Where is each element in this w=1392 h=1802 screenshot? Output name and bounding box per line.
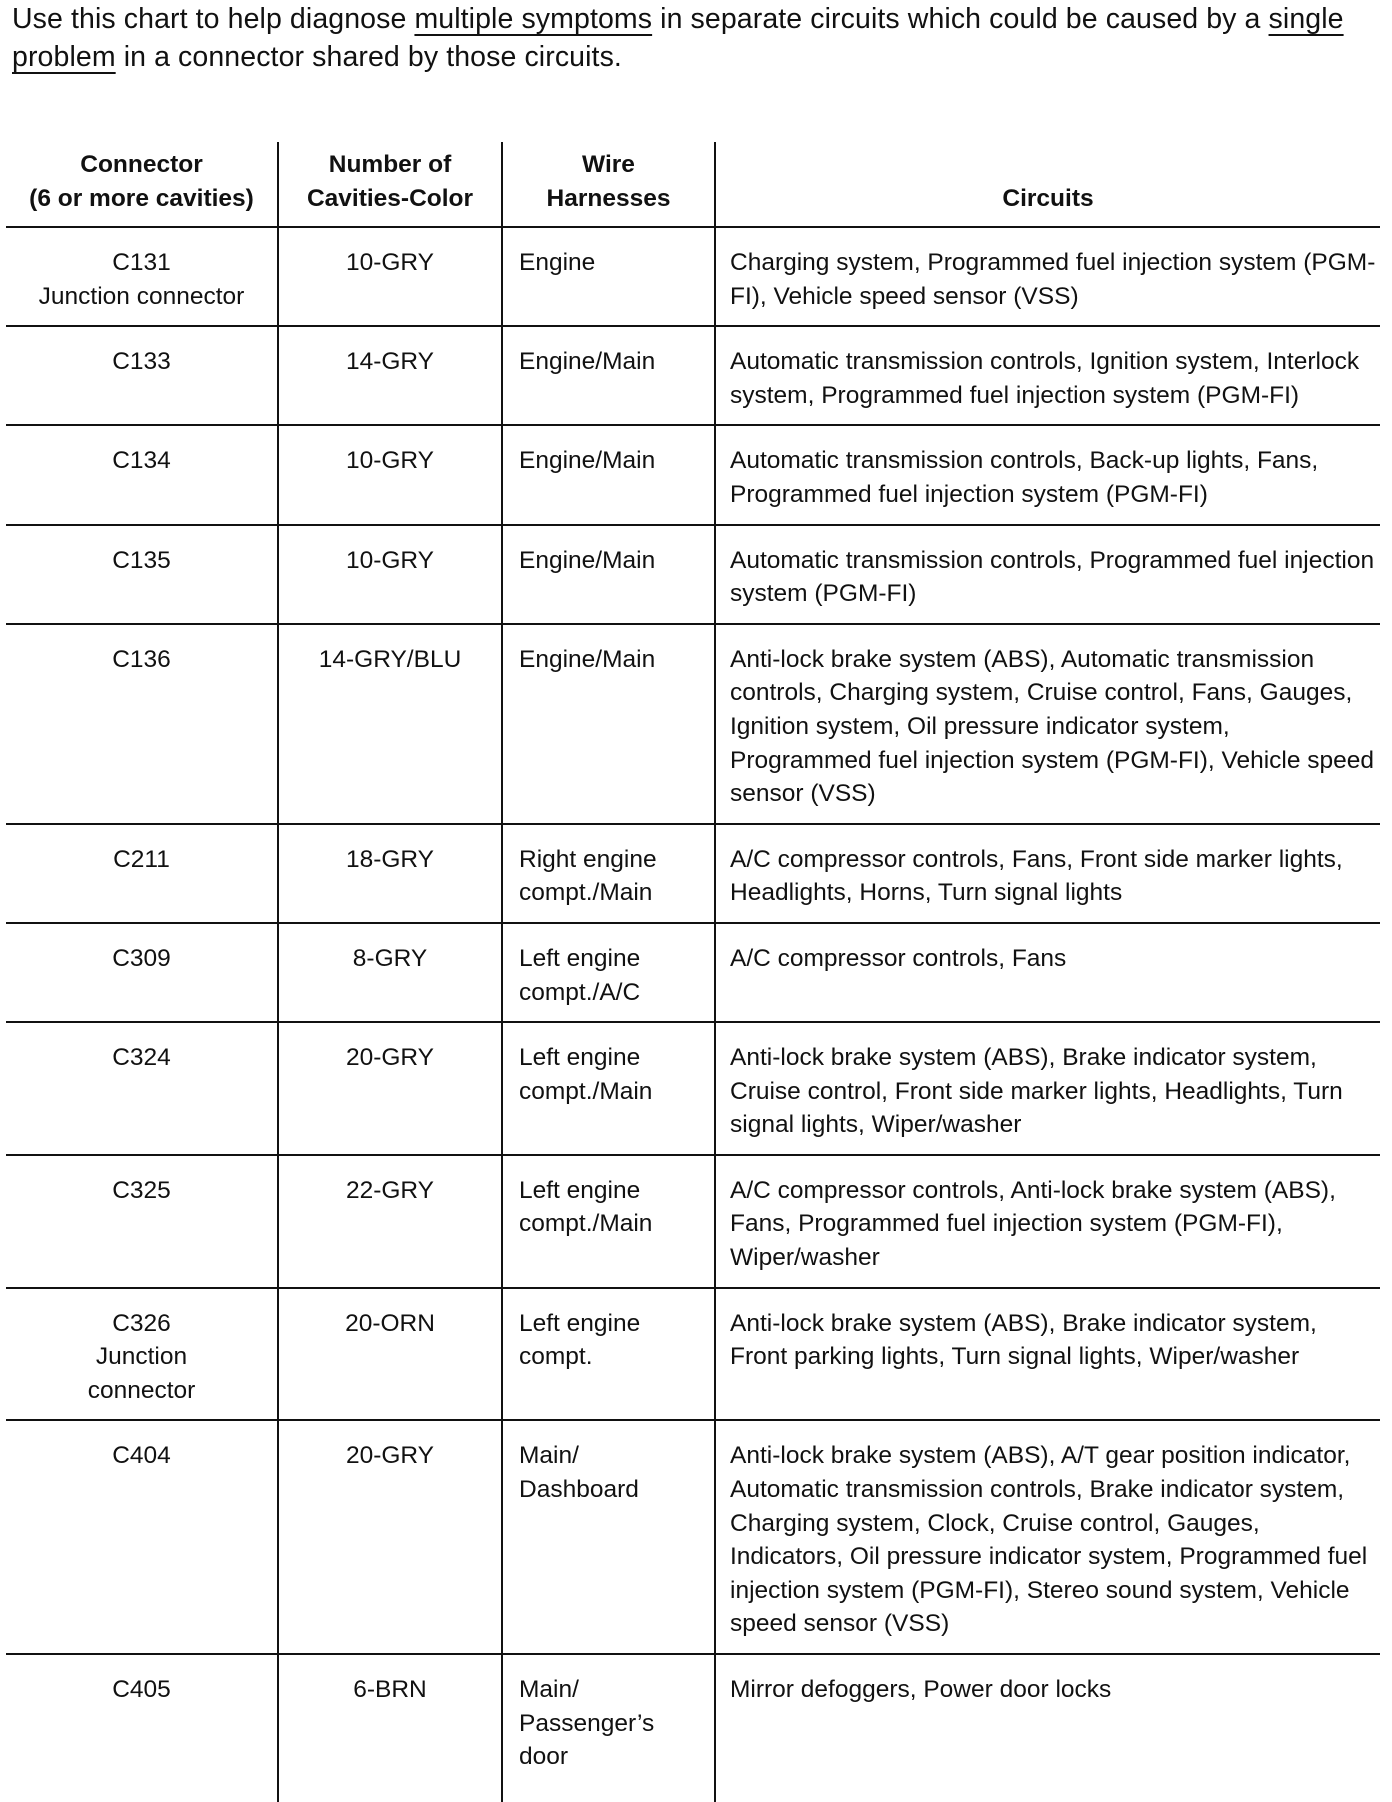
header-connector bbox=[6, 142, 278, 227]
cell-connector bbox=[6, 1155, 278, 1288]
cell-circuits: A/C compressor controls, Fans, Front side marker lights, Headlights, Horns, Turn signal lights bbox=[715, 824, 1380, 923]
connector-id: C133 bbox=[112, 348, 171, 376]
cell-harness: Left engine compt. bbox=[502, 1288, 715, 1421]
table-row bbox=[6, 1288, 1380, 1421]
cell-circuits: A/C compressor controls, Fans bbox=[715, 923, 1380, 1022]
cell-harness: Left engine compt./Main bbox=[502, 1022, 715, 1155]
connector-id: C404 bbox=[112, 1442, 171, 1470]
header-cavities bbox=[278, 142, 502, 227]
connector-id: C405 bbox=[112, 1676, 171, 1703]
cell-harness: Engine/Main bbox=[502, 624, 715, 824]
cell-connector bbox=[6, 326, 278, 425]
connector-note: Junction connector bbox=[87, 1343, 196, 1404]
cell-circuits: Anti-lock brake system (ABS), Brake indicator system, Cruise control, Front side marker lights, Headlights, Turn signal lights, Wiper/washer bbox=[715, 1022, 1380, 1155]
cell-cavities: 18-GRY bbox=[278, 824, 502, 923]
intro-underline-multiple-symptoms: multiple symptoms bbox=[414, 3, 653, 35]
cell-cavities: 14-GRY bbox=[278, 326, 502, 425]
cell-cavities: 22-GRY bbox=[278, 1155, 502, 1288]
intro-underline-single-problem: single problem bbox=[12, 3, 1344, 73]
connector-id: C309 bbox=[112, 944, 171, 972]
connector-id: C325 bbox=[112, 1176, 171, 1204]
intro-part-1: Use this chart to help diagnose bbox=[12, 3, 415, 35]
header-connector-line1: Connector bbox=[80, 151, 203, 178]
cell-cavities: 6-BRN bbox=[278, 1654, 502, 1802]
cell-circuits: Anti-lock brake system (ABS), Brake indicator system, Front parking lights, Turn signal lights, Wiper/washer bbox=[715, 1288, 1380, 1421]
header-cavities-line1: Number of bbox=[328, 151, 452, 178]
cell-harness: Engine/Main bbox=[502, 326, 715, 425]
intro-part-3: in a connector shared by those circuits. bbox=[115, 41, 622, 73]
connector-id: C135 bbox=[112, 546, 171, 574]
cell-circuits: A/C compressor controls, Anti-lock brake system (ABS), Fans, Programmed fuel injection system (PGM-FI), Wiper/washer bbox=[715, 1155, 1380, 1288]
cell-cavities: 10-GRY bbox=[278, 425, 502, 524]
cell-cavities: 10-GRY bbox=[278, 227, 502, 326]
cell-connector bbox=[6, 1288, 278, 1421]
cell-connector bbox=[6, 1654, 278, 1802]
table-row bbox=[6, 425, 1380, 524]
table-row bbox=[6, 1155, 1380, 1288]
connector-id: C131 bbox=[112, 249, 171, 276]
cell-harness: Left engine compt./A/C bbox=[502, 923, 715, 1022]
table-row bbox=[6, 227, 1380, 326]
cell-harness: Left engine compt./Main bbox=[502, 1155, 715, 1288]
cell-connector bbox=[6, 624, 278, 824]
connector-id: C324 bbox=[112, 1044, 171, 1072]
cell-connector bbox=[6, 1022, 278, 1155]
cell-connector bbox=[6, 824, 278, 923]
cell-cavities: 8-GRY bbox=[278, 923, 502, 1022]
cell-harness: Engine/Main bbox=[502, 425, 715, 524]
table-row bbox=[6, 624, 1380, 824]
table-row bbox=[6, 326, 1380, 425]
header-connector-line2: (6 or more cavities) bbox=[29, 185, 254, 212]
table-row bbox=[6, 1654, 1380, 1802]
cell-harness: Engine/Main bbox=[502, 525, 715, 624]
cell-connector bbox=[6, 425, 278, 524]
table-row bbox=[6, 923, 1380, 1022]
header-harness-line2: Harnesses bbox=[546, 185, 671, 212]
cell-cavities: 20-ORN bbox=[278, 1288, 502, 1421]
table-row bbox=[6, 1420, 1380, 1654]
cell-cavities: 20-GRY bbox=[278, 1022, 502, 1155]
cell-circuits: Automatic transmission controls, Ignition system, Interlock system, Programmed fuel injection system (PGM-FI) bbox=[715, 326, 1380, 425]
connector-id: C326 bbox=[112, 1309, 171, 1337]
connector-id: C211 bbox=[113, 845, 170, 873]
table-header-row bbox=[6, 142, 1380, 227]
cell-cavities: 20-GRY bbox=[278, 1420, 502, 1654]
cell-circuits: Automatic transmission controls, Back-up lights, Fans, Programmed fuel injection system (PGM-FI) bbox=[715, 425, 1380, 524]
cell-circuits: Mirror defoggers, Power door locks bbox=[715, 1654, 1380, 1802]
connector-id: C134 bbox=[112, 447, 171, 475]
cell-harness: Right engine compt./Main bbox=[502, 824, 715, 923]
cell-connector bbox=[6, 1420, 278, 1654]
cell-connector bbox=[6, 923, 278, 1022]
cell-harness: Main/ Passenger’s door bbox=[502, 1654, 715, 1802]
header-circuits: Circuits bbox=[715, 142, 1380, 227]
header-harness-line1: Wire bbox=[582, 151, 635, 178]
cell-connector bbox=[6, 525, 278, 624]
intro-part-2: in separate circuits which could be caused by a bbox=[652, 3, 1269, 35]
cell-circuits: Anti-lock brake system (ABS), Automatic transmission controls, Charging system, Cruise control, Fans, Gauges, Ignition system, Oil pressure indicator system, Programmed fuel injection system (PGM-FI), Vehicle speed sensor (VSS) bbox=[715, 624, 1380, 824]
cell-connector bbox=[6, 227, 278, 326]
table-row bbox=[6, 824, 1380, 923]
cell-circuits: Charging system, Programmed fuel injection system (PGM-FI), Vehicle speed sensor (VSS) bbox=[715, 227, 1380, 326]
cell-circuits: Automatic transmission controls, Programmed fuel injection system (PGM-FI) bbox=[715, 525, 1380, 624]
intro-text bbox=[12, 0, 1382, 76]
cell-harness: Engine bbox=[502, 227, 715, 326]
header-harness bbox=[502, 142, 715, 227]
connector-table bbox=[6, 142, 1380, 1802]
connector-note: Junction connector bbox=[38, 282, 245, 310]
header-cavities-line2: Cavities-Color bbox=[306, 185, 474, 212]
cell-cavities: 10-GRY bbox=[278, 525, 502, 624]
cell-circuits: Anti-lock brake system (ABS), A/T gear position indicator, Automatic transmission controls, Brake indicator system, Charging system, Clock, Cruise control, Gauges, Indicators, Oil pressure indicator system, Programmed fuel injection system (PGM-FI), Stereo sound system, Vehicle speed sensor (VSS) bbox=[715, 1420, 1380, 1654]
cell-cavities: 14-GRY/BLU bbox=[278, 624, 502, 824]
cell-harness: Main/ Dashboard bbox=[502, 1420, 715, 1654]
table-row bbox=[6, 1022, 1380, 1155]
table-row bbox=[6, 525, 1380, 624]
connector-id: C136 bbox=[112, 645, 171, 673]
